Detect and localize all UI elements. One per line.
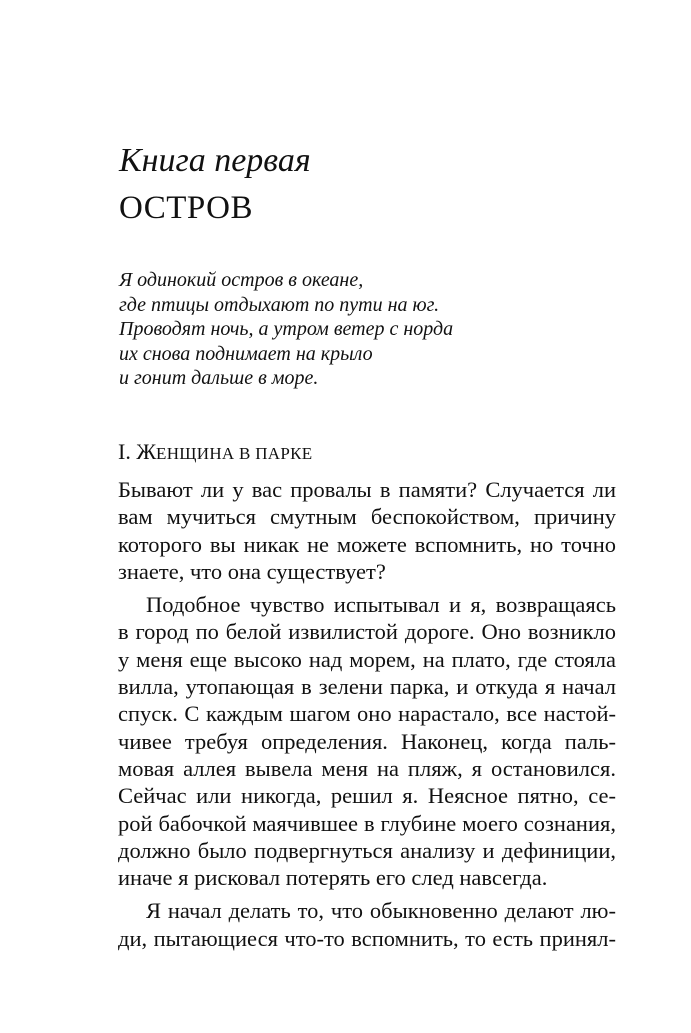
book-part-title: Книга первая bbox=[119, 142, 311, 179]
text-line: у меня еще высоко над морем, на плато, где стояла bbox=[118, 646, 616, 672]
text-line: Подобное чувство испытывал и я, возвращаясь bbox=[146, 592, 616, 618]
text-line: спуск. С каждым шагом оно нарастало, все настой- bbox=[118, 701, 616, 727]
chapter-number: I. bbox=[118, 439, 131, 464]
text-line: Бывают ли у вас провалы в памяти? Случается ли bbox=[118, 477, 616, 502]
epigraph-line: Я одинокий остров в океане, bbox=[119, 269, 364, 291]
text-line: ди, пытающиеся что-то вспомнить, то есть принял- bbox=[118, 925, 616, 951]
text-line: в город по белой извилистой дороге. Оно возникло bbox=[118, 619, 616, 645]
text-line: вам мучиться смутным беспокойством, причину bbox=[118, 504, 616, 530]
text-line: иначе я рисковал потерять его след навсегда. bbox=[118, 865, 548, 891]
text-line: знаете, что она существует? bbox=[118, 558, 386, 584]
epigraph-line: их снова поднимает на крыло bbox=[119, 342, 373, 365]
chapter-body bbox=[118, 476, 616, 952]
text-line: мовая аллея вывела меня на пляж, я остановился. bbox=[118, 755, 616, 781]
text-line: которого вы никак не можете вспомнить, но точно bbox=[118, 531, 616, 557]
text-line: Сейчас или никогда, решил я. Неясное пятно, се- bbox=[118, 783, 616, 809]
chapter-heading bbox=[118, 437, 312, 469]
chapter-title-initial: Ж bbox=[136, 439, 157, 464]
epigraph-line: где птицы отдыхают по пути на юг. bbox=[119, 293, 440, 316]
text-line: вилла, утопающая в зелени парка, и откуда я начал bbox=[118, 674, 616, 700]
epigraph-line: и гонит дальше в море. bbox=[119, 367, 319, 389]
text-line: чивее требуя определения. Наконец, когда паль- bbox=[118, 728, 616, 754]
book-part-subtitle: ОСТРОВ bbox=[119, 190, 254, 226]
text-line: должно было подвергнуться анализу и дефиниции, bbox=[118, 837, 616, 863]
chapter-title-rest: ЕНЩИНА В ПАРКЕ bbox=[156, 444, 313, 463]
text-line: Я начал делать то, что обыкновенно делают лю- bbox=[146, 898, 616, 924]
text-line: рой бабочкой маячившее в глубине моего сознания, bbox=[118, 810, 616, 836]
epigraph bbox=[119, 268, 453, 391]
epigraph-line: Проводят ночь, а утром ветер с норда bbox=[119, 318, 454, 340]
